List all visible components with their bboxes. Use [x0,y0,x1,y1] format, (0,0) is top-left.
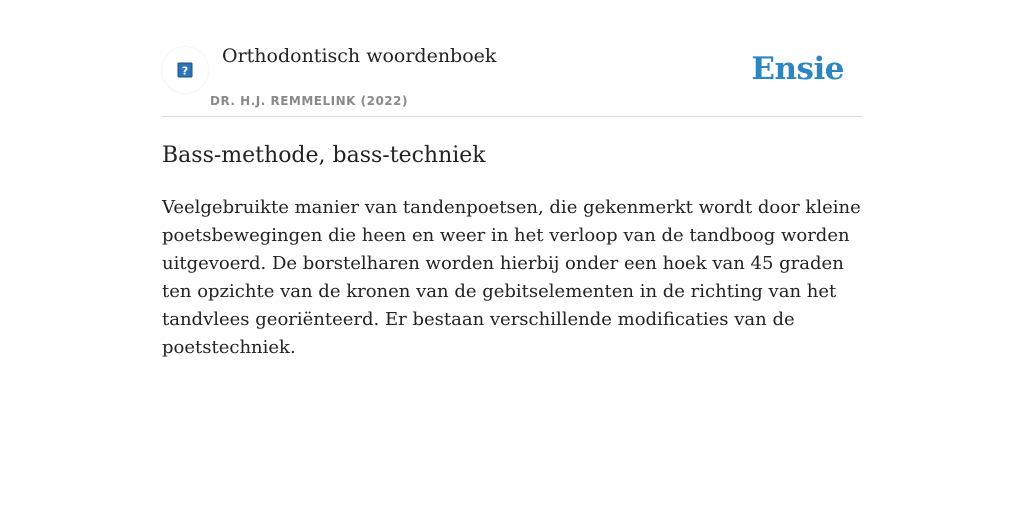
svg-text:?: ? [181,64,189,78]
entry-definition: Veelgebruikte manier van tandenpoetsen, die gekenmerkt wordt door kleine poetsbewegingen die heen en weer in het verloop van de tandboog worden uitgevoerd. De borstelharen worden hierbij onder een hoek van 45 graden ten opzichte van de kronen van de gebitselementen in de richting van het tandvlees georiënteerd. Er bestaan verschillende modificaties van de poetstechniek. [162,197,861,358]
book-header [162,40,862,117]
entry-title: Bass-methode, bass-techniek [162,143,486,168]
page-container [162,40,862,362]
book-author: DR. H.J. REMMELINK (2022) [210,94,408,108]
question-book-icon[interactable] [162,47,208,93]
ensie-logo[interactable]: Ensie [751,51,844,87]
book-title[interactable]: Orthodontisch woordenboek [222,45,497,67]
